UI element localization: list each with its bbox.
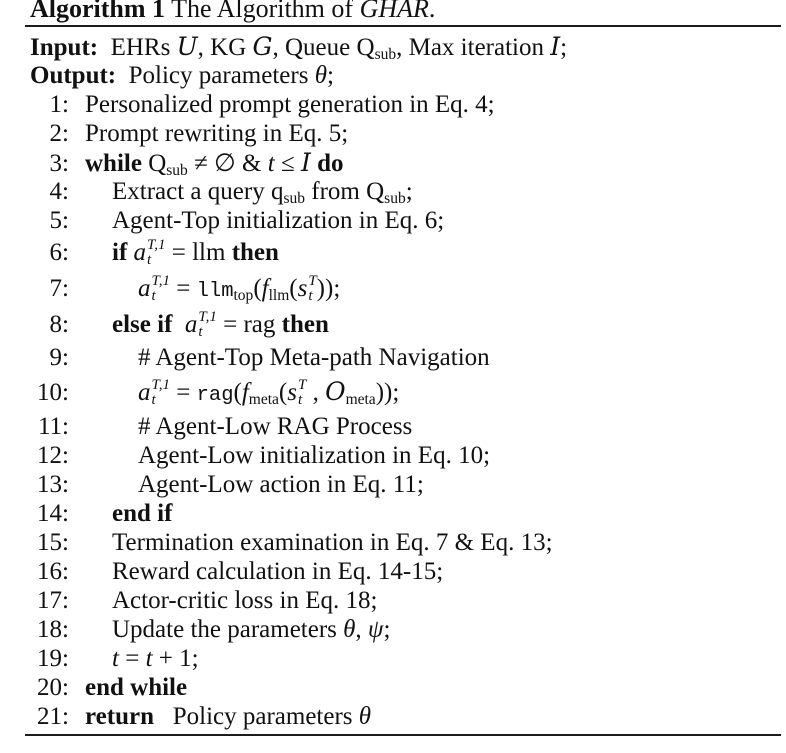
text-run: ≤ [274,150,301,177]
text-run: rag [196,384,234,407]
line-number: 13: [37,471,69,498]
text-run: ψ [367,616,384,643]
line-number: 6: [49,239,69,266]
text-run: llm [268,286,290,304]
text-run: t [145,645,153,672]
math-base: a [138,275,151,302]
math-subscript: t [297,392,303,409]
math-superscript: T,1 [151,377,170,394]
math-base: a [184,311,198,338]
text-run: )); [316,275,341,302]
text-run: ≠ ∅ & [187,150,268,177]
math-scripts [147,238,165,268]
math-scripted-variable [138,273,170,305]
math-superscript: T [308,273,317,290]
algorithm-line-6 [25,235,781,271]
math-base: s [287,379,297,406]
text-run: GHAR [359,0,429,23]
algorithm-line-13 [25,470,781,499]
math-scripts [152,378,170,408]
algorithm-line-16 [25,557,781,586]
text-run: = rag [216,311,282,338]
algorithm-title [30,0,781,22]
text-run: The Algorithm of [165,0,360,23]
bottom-rule [25,734,781,736]
text-run: then [281,311,329,338]
text-run: Policy parameters [153,703,359,730]
line-number: 18: [37,616,69,643]
line-number: 2: [49,120,69,147]
text-run: # Agent-Top Meta-path Navigation [138,344,490,371]
line-number: 21: [37,703,69,730]
text-run: = [169,275,197,302]
line-number: 1: [49,91,69,118]
text-run: Agent-Low initialization in Eq. 10; [138,442,491,469]
line-number: 15: [37,529,69,556]
caption-rule [25,25,781,27]
math-scripted-variable [287,377,307,409]
text-run: end if [112,500,173,527]
algorithm-line-20 [25,673,781,702]
line-number: 4: [49,178,69,205]
text-run: Termination examination in Eq. 7 & Eq. 13; [112,529,553,556]
line-number: 12: [37,442,69,469]
algorithm-body [25,32,781,731]
line-statement [85,119,348,148]
math-scripted-variable [133,237,166,269]
text-run: Policy parameters [122,62,315,89]
line-number: 16: [37,558,69,585]
line-number: 10: [37,379,69,406]
text-run: )); [375,379,400,406]
line-statement [85,412,412,441]
math-scripts [298,378,306,408]
algorithm-line-17 [25,586,781,615]
math-base: a [133,239,147,266]
text-run: Reward calculation in Eq. 14-15; [112,558,444,585]
text-run: while [85,150,149,177]
text-run: ( [278,379,288,406]
text-run: else if [112,311,173,338]
text-run: Personalized prompt generation in Eq. 4; [85,91,495,118]
text-run: return [85,703,154,730]
line-number: 7: [49,275,69,302]
math-subscript: t [151,288,156,305]
line-statement [85,673,187,702]
math-superscript: T,1 [198,309,217,326]
line-statement [85,235,279,271]
algorithm-line-10 [25,372,781,412]
algorithm-line-21 [25,702,781,731]
algorithm-line-9 [25,343,781,372]
line-statement [85,499,172,528]
line-statement [85,528,553,557]
text-run: # Agent-Low RAG Process [138,413,413,440]
math-scripted-variable [184,309,217,341]
math-superscript: T,1 [147,237,166,254]
text-run: , KG [197,34,253,61]
text-run: sub [374,45,397,63]
algorithm-line-3 [25,148,781,177]
text-run: llm [196,280,234,303]
text-run: , [306,379,326,406]
text-run: I [300,148,311,177]
text-run: if [112,239,134,266]
math-subscript: t [308,288,313,305]
text-run: = [169,379,197,406]
math-base: s [297,275,308,302]
line-statement [85,586,377,615]
math-superscript: T [297,377,307,394]
text-run: = [118,645,146,672]
algorithm-line-11 [25,412,781,441]
text-run: do [317,150,344,177]
text-run: Agent-Low action in Eq. 11; [138,471,424,498]
math-scripted-variable [138,377,170,409]
text-run: θ [314,62,327,89]
line-number: 20: [37,674,69,701]
math-scripts [198,310,216,340]
text-run: , [355,616,368,643]
line-number: 8: [49,311,69,338]
line-statement [85,441,490,470]
text-run: meta [345,390,376,408]
algorithm-line-2 [25,119,781,148]
line-number: 11: [37,413,69,440]
text-run [172,311,185,338]
math-subscript: t [147,252,152,269]
text-run: I [550,32,561,61]
line-number: 5: [49,207,69,234]
text-run: ( [233,379,242,406]
algorithm-line-18 [25,615,781,644]
text-run: ; [405,178,413,205]
text-run: Output: [30,62,123,89]
text-run: top [233,286,254,304]
algorithm-line-14 [25,499,781,528]
input-line [25,32,781,61]
line-statement [85,307,329,343]
text-run: meta [248,390,279,408]
line-number: 19: [37,645,69,672]
text-run: sub [283,189,305,207]
algorithm-line-8 [25,307,781,343]
algorithm-line-4 [25,177,781,206]
algorithm-line-12 [25,441,781,470]
text-run: ; [383,616,391,643]
text-run: . [428,0,436,23]
text-run: ( [289,275,298,302]
text-run: ; [326,62,334,89]
line-statement [85,343,490,372]
text-run: , Max iteration [396,34,551,61]
algorithm-line-15 [25,528,781,557]
text-run: θ [343,616,356,643]
text-run: EHRs [104,34,177,61]
text-run: θ [358,703,372,730]
text-run: t [112,645,119,672]
text-run: ( [253,275,262,302]
text-run: Update the parameters [112,616,344,643]
math-subscript: t [151,392,156,409]
text-run: from Q [305,178,385,205]
text-run: G [252,32,273,61]
text-run: end while [85,674,188,701]
line-statement [85,206,444,235]
algorithm-line-7 [25,271,781,307]
line-number: 17: [37,587,69,614]
line-statement [85,557,443,586]
math-superscript: T,1 [151,273,170,290]
math-scripts [152,274,170,304]
line-statement [85,470,424,499]
text-run: Prompt rewriting in Eq. 5; [85,120,349,147]
text-run: sub [384,189,406,207]
algorithm-line-19 [25,644,781,673]
text-run: Input: [30,34,105,61]
math-base: a [138,379,151,406]
line-statement [85,615,390,644]
text-run: then [231,239,279,266]
text-run: f [241,379,249,406]
text-run: = llm [165,239,232,266]
line-statement [85,90,495,119]
output-line-text [30,61,334,90]
algorithm-line-1 [25,90,781,119]
line-number: 3: [49,150,69,177]
text-run: f [261,275,269,302]
text-run: Extract a query q [112,178,284,205]
text-run: sub [166,161,188,179]
text-run: O [325,377,346,406]
line-statement [85,702,371,731]
text-run: U [176,32,198,61]
text-run: + 1; [152,645,199,672]
text-run: Q [148,150,167,177]
text-run: Actor-critic loss in Eq. 18; [112,587,378,614]
math-subscript: t [198,324,203,341]
text-run: Agent-Top initialization in Eq. 6; [112,207,445,234]
line-number: 9: [49,344,69,371]
text-run: Algorithm 1 [30,0,166,23]
algorithm-line-5 [25,206,781,235]
line-statement [85,644,199,673]
line-number: 14: [37,500,69,527]
text-run: , Queue Q [272,34,375,61]
text-run: ; [560,34,568,61]
math-scripted-variable [297,273,317,305]
math-scripts [308,274,316,304]
text-run: t [267,150,275,177]
